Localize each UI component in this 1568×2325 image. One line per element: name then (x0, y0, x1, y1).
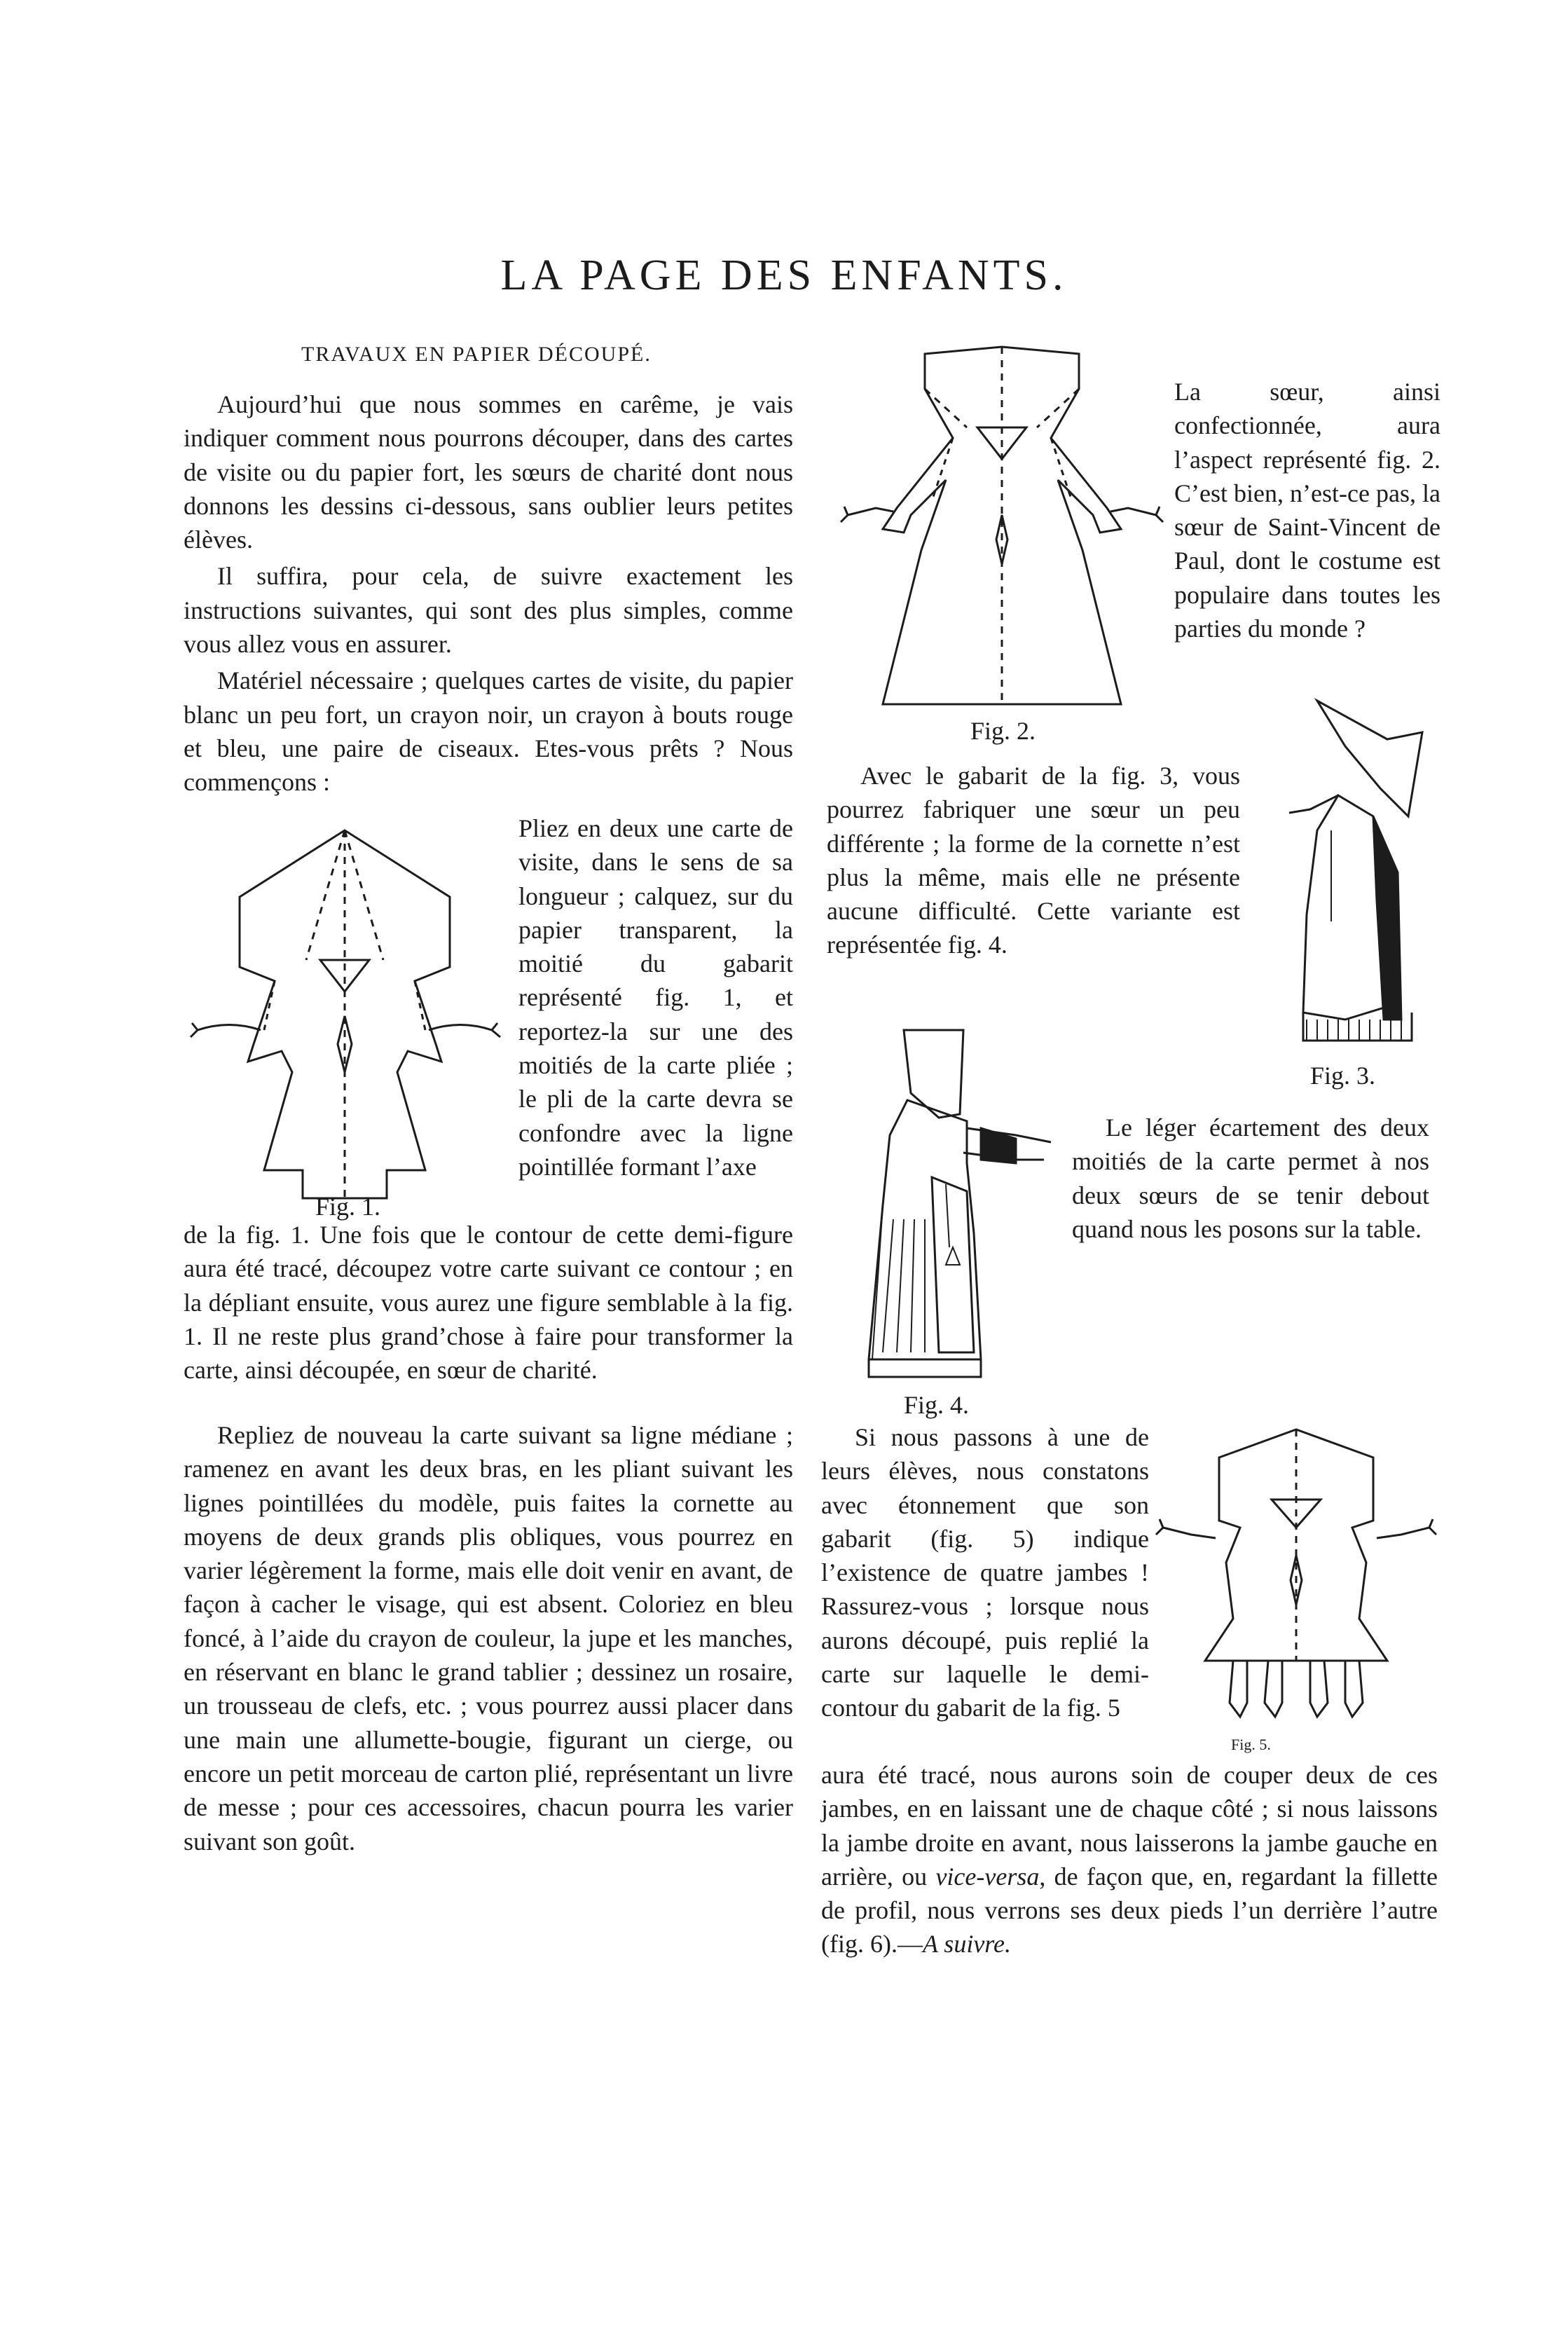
left-intro (184, 388, 793, 800)
page-title: LA PAGE DES ENFANTS. (500, 252, 1068, 299)
vice-versa-italic: vice-versa (935, 1862, 1040, 1891)
right-final-text-after: , de façon que, en, regardant la fillette de profil, nous verrons ses deux pieds l’un derrière l’autre (fig. 6).— (821, 1862, 1438, 1959)
fig5-pattern-drawing (1149, 1422, 1443, 1731)
right-beside-fig5: Si nous passons à une de leurs élèves, nous constatons avec étonnement que son gabarit (fig. 5) indique l’existence de quatre jambes ! Rassurez-vous ; lorsque nous aurons découpé, puis replié la carte sur laquelle le demi-contour du gabarit de la fig. 5 (821, 1423, 1149, 1722)
fig3-caption: Fig. 3. (1310, 1062, 1376, 1090)
paragraph-intro-1: Aujourd’hui que nous sommes en carême, je vais indiquer comment nous pourrons découper, dans des cartes de visite ou du papier fort, les sœurs de charité dont nous donnons les dessins ci-dessous, sans oublier leurs petites élèves. (184, 390, 793, 554)
fig1-pattern-drawing (184, 820, 506, 1212)
fig2-pattern-drawing (827, 340, 1177, 711)
left-after-fig1: de la fig. 1. Une fois que le contour de cette demi-figure aura été tracé, découpez votre carte suivant ce contour ; en la dépliant ensuite, vous aurez une figure semblable à la fig. 1. Il ne reste plus grand’chose à faire pour transformer la carte, ainsi découpée, en sœur de charité. (184, 1221, 793, 1385)
left-final-paragraph: Repliez de nouveau la carte suivant sa ligne médiane ; ramenez en avant les deux bras, en les pliant suivant les lignes pointillées du modèle, puis faites la cornette au moyens de deux grands plis obliques, vous pourrez en varier légèrement la forme, mais elle doit venir en avant, de façon à cacher le visage, qui est absent. Coloriez en bleu foncé, à l’aide du crayon de couleur, la jupe et les manches, en réservant en blanc le grand tablier ; dessinez un rosaire, un trousseau de clefs, etc. ; vous pourrez aussi placer dans une main une allumette-bougie, figurant un cierge, ou encore un petit morceau de carton plié, représentant un livre de messe ; pour ces accessoires, chacun pourra les varier suivant son goût. (184, 1421, 793, 1856)
right-beside-fig4: Le léger écartement des deux moitiés de la carte permet à nos deux sœurs de se tenir debout quand nous les posons sur la table. (1072, 1113, 1429, 1243)
paragraph-intro-2: Il suffira, pour cela, de suivre exactement les instructions suivantes, qui sont des plus simples, comme vous allez vous en assurer. (184, 562, 793, 659)
fig4-nun-drawing (841, 1023, 1065, 1387)
left-beside-fig1: Pliez en deux une carte de visite, dans le sens de sa longueur ; calquez, sur du papier transparent, la moitié du gabarit représenté fig. 1, et reportez-la sur une des moitiés de la carte pliée ; le pli de la carte devra se confondre avec la ligne pointillée formant l’axe (518, 814, 793, 1181)
fig5-caption: Fig. 5. (1231, 1736, 1271, 1753)
right-beside-fig3: Avec le gabarit de la fig. 3, vous pourrez fabriquer une sœur un peu différente ; la forme de la cornette n’est plus la même, mais elle ne présente aucune difficulté. Cette variante est représentée fig. 4. (827, 762, 1240, 959)
right-final-text: aura été tracé, nous aurons soin de couper deux de ces jambes, en en laissant une de chaque côté ; si nous laissons la jambe droite en avant, nous laisserons la jambe gauche en arrière, ou (821, 1761, 1438, 1891)
right-beside-fig2: La sœur, ainsi confectionnée, aura l’aspect représenté fig. 2. C’est bien, n’est-ce pas, la sœur de Saint-Vincent de Paul, dont le costume est populaire dans toutes les parties du monde ? (1174, 378, 1440, 643)
paragraph-intro-3: Matériel nécessaire ; quelques cartes de visite, du papier blanc un peu fort, un crayon noir, un crayon à bouts rouge et bleu, une paire de ciseaux. Etes-vous prêts ? Nous commençons : (184, 666, 793, 797)
fig1-caption: Fig. 1. (315, 1193, 381, 1221)
a-suivre-italic: A suivre. (922, 1930, 1011, 1959)
fig3-nun-drawing (1261, 690, 1436, 1058)
article-subtitle: TRAVAUX EN PAPIER DÉCOUPÉ. (301, 343, 652, 366)
right-final-paragraph (821, 1758, 1438, 1961)
fig4-caption: Fig. 4. (904, 1391, 970, 1419)
fig2-caption: Fig. 2. (970, 717, 1036, 745)
